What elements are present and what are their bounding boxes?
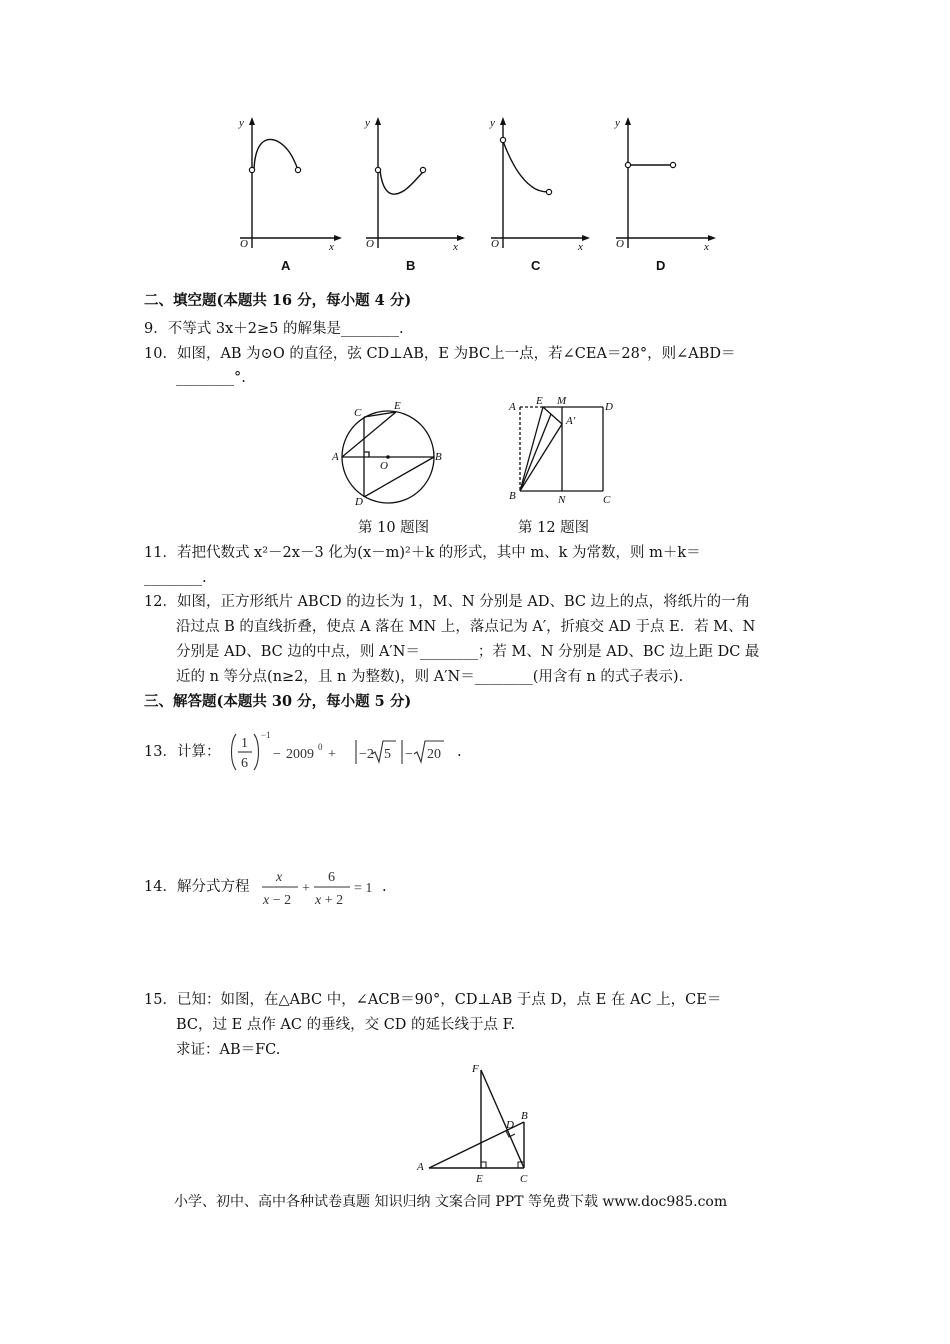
svg-text:C: C	[520, 1173, 528, 1185]
svg-text:1: 1	[241, 736, 248, 751]
svg-text:y: y	[490, 117, 495, 129]
question-12-line-1: 12．如图，正方形纸片 ABCD 的边长为 1，M、N 分别是 AD、BC 边上的点，将纸片的一角	[144, 594, 751, 610]
question-12-line-2: 沿过点 B 的直线折叠，使点 A 落在 MN 上，落点记为 A′，折痕交 AD 于点 E．若 M、N	[176, 619, 756, 635]
svg-text:x: x	[276, 870, 283, 885]
figure-10-caption: 第 10 题图	[358, 520, 430, 536]
svg-text:20: 20	[427, 747, 441, 762]
question-12-line-4: 近的 n 等分点(n≥2，且 n 为整数)，则 A′N＝________(用含有 n 的式子表示).	[176, 669, 684, 685]
question-13-expression	[228, 728, 468, 776]
svg-text:O: O	[491, 238, 499, 250]
function-graphs-figure	[225, 108, 725, 278]
svg-text:D: D	[506, 1119, 514, 1131]
graph-label-a: A	[281, 258, 291, 273]
svg-text:A: A	[509, 401, 516, 413]
svg-text:C: C	[603, 494, 611, 506]
svg-text:E: E	[476, 1173, 483, 1185]
svg-text:y: y	[239, 117, 244, 129]
svg-text:O: O	[366, 238, 374, 250]
svg-text:D: D	[605, 401, 613, 413]
question-14-suffix: .	[382, 879, 387, 895]
question-10-line-1: 10．如图，AB 为⊙O 的直径，弦 CD⊥AB，E 为BC上一点，若∠CEA＝28°，则∠ABD＝	[144, 346, 736, 362]
figure-15-triangle	[414, 1058, 544, 1188]
svg-text:0: 0	[318, 742, 323, 752]
svg-text:x: x	[453, 241, 458, 253]
svg-text:y: y	[615, 117, 620, 129]
svg-text:B: B	[435, 451, 442, 463]
svg-text:B: B	[509, 490, 516, 502]
svg-text:+: +	[302, 881, 310, 896]
section-2-heading: 二、填空题(本题共 16 分，每小题 4 分)	[144, 292, 412, 309]
question-12-line-3: 分别是 AD、BC 边的中点，则 A′N＝________；若 M、N 分别是 AD、BC 边上距 DC 最	[176, 644, 760, 660]
graph-label-d: D	[656, 258, 666, 273]
svg-text:x: x	[704, 241, 709, 253]
question-14-expression	[258, 864, 382, 910]
question-14-prefix: 14．解分式方程	[144, 879, 250, 895]
question-15-line-3: 求证：AB＝FC.	[176, 1042, 281, 1058]
figure-12-caption: 第 12 题图	[518, 520, 590, 536]
figure-12-square	[506, 394, 618, 506]
svg-text:O: O	[380, 460, 388, 472]
svg-text:x + 2: x + 2	[315, 893, 344, 908]
question-11-line-2: ________.	[144, 570, 207, 586]
svg-text:2009: 2009	[286, 747, 314, 762]
svg-text:A: A	[332, 451, 339, 463]
question-14-formula	[258, 864, 382, 910]
svg-text:A′: A′	[566, 415, 576, 427]
question-13-suffix: .	[457, 744, 462, 760]
svg-text:x − 2: x − 2	[263, 893, 292, 908]
question-13-formula	[228, 728, 468, 776]
svg-text:C: C	[354, 407, 362, 419]
section-3-heading: 三、解答题(本题共 30 分，每小题 5 分)	[144, 693, 412, 710]
question-11-line-1: 11．若把代数式 x²－2x－3 化为(x－m)²＋k 的形式，其中 m、k 为常数，则 m＋k＝	[144, 545, 701, 561]
question-15-line-1: 15．已知：如图，在△ABC 中，∠ACB＝90°，CD⊥AB 于点 D，点 E 在 AC 上，CE＝	[144, 992, 722, 1008]
svg-text:−1: −1	[261, 730, 271, 740]
svg-text:D: D	[355, 496, 363, 508]
svg-text:5: 5	[384, 747, 391, 762]
svg-text:x: x	[578, 241, 583, 253]
figure-10-circle	[328, 396, 448, 508]
question-13-prefix: 13．计算：	[144, 744, 221, 760]
svg-text:E: E	[394, 400, 401, 412]
svg-text:O: O	[240, 238, 248, 250]
svg-text:B: B	[521, 1110, 528, 1122]
svg-text:M: M	[557, 395, 567, 407]
svg-text:N: N	[558, 494, 566, 506]
svg-text:y: y	[365, 117, 370, 129]
svg-text:x: x	[329, 241, 334, 253]
svg-text:−2: −2	[359, 747, 374, 762]
svg-text:E: E	[536, 395, 543, 407]
svg-text:A: A	[417, 1161, 424, 1173]
svg-text:O: O	[616, 238, 624, 250]
svg-text:6: 6	[328, 870, 335, 885]
graph-label-b: B	[406, 258, 416, 273]
question-10-line-2: ________°.	[176, 370, 246, 386]
svg-text:+: +	[328, 747, 336, 762]
svg-text:F: F	[472, 1063, 479, 1075]
svg-text:6: 6	[241, 756, 248, 771]
svg-text:−: −	[273, 747, 281, 762]
page-footer: 小学、初中、高中各种试卷真题 知识归纳 文案合同 PPT 等免费下载 www.doc985.com	[174, 1194, 728, 1210]
question-15-line-2: BC，过 E 点作 AC 的垂线，交 CD 的延长线于点 F.	[176, 1017, 516, 1033]
svg-text:−: −	[405, 747, 413, 762]
graph-label-c: C	[531, 258, 541, 273]
question-9: 9．不等式 3x＋2≥5 的解集是________.	[144, 321, 404, 337]
svg-text:= 1: = 1	[354, 881, 373, 896]
